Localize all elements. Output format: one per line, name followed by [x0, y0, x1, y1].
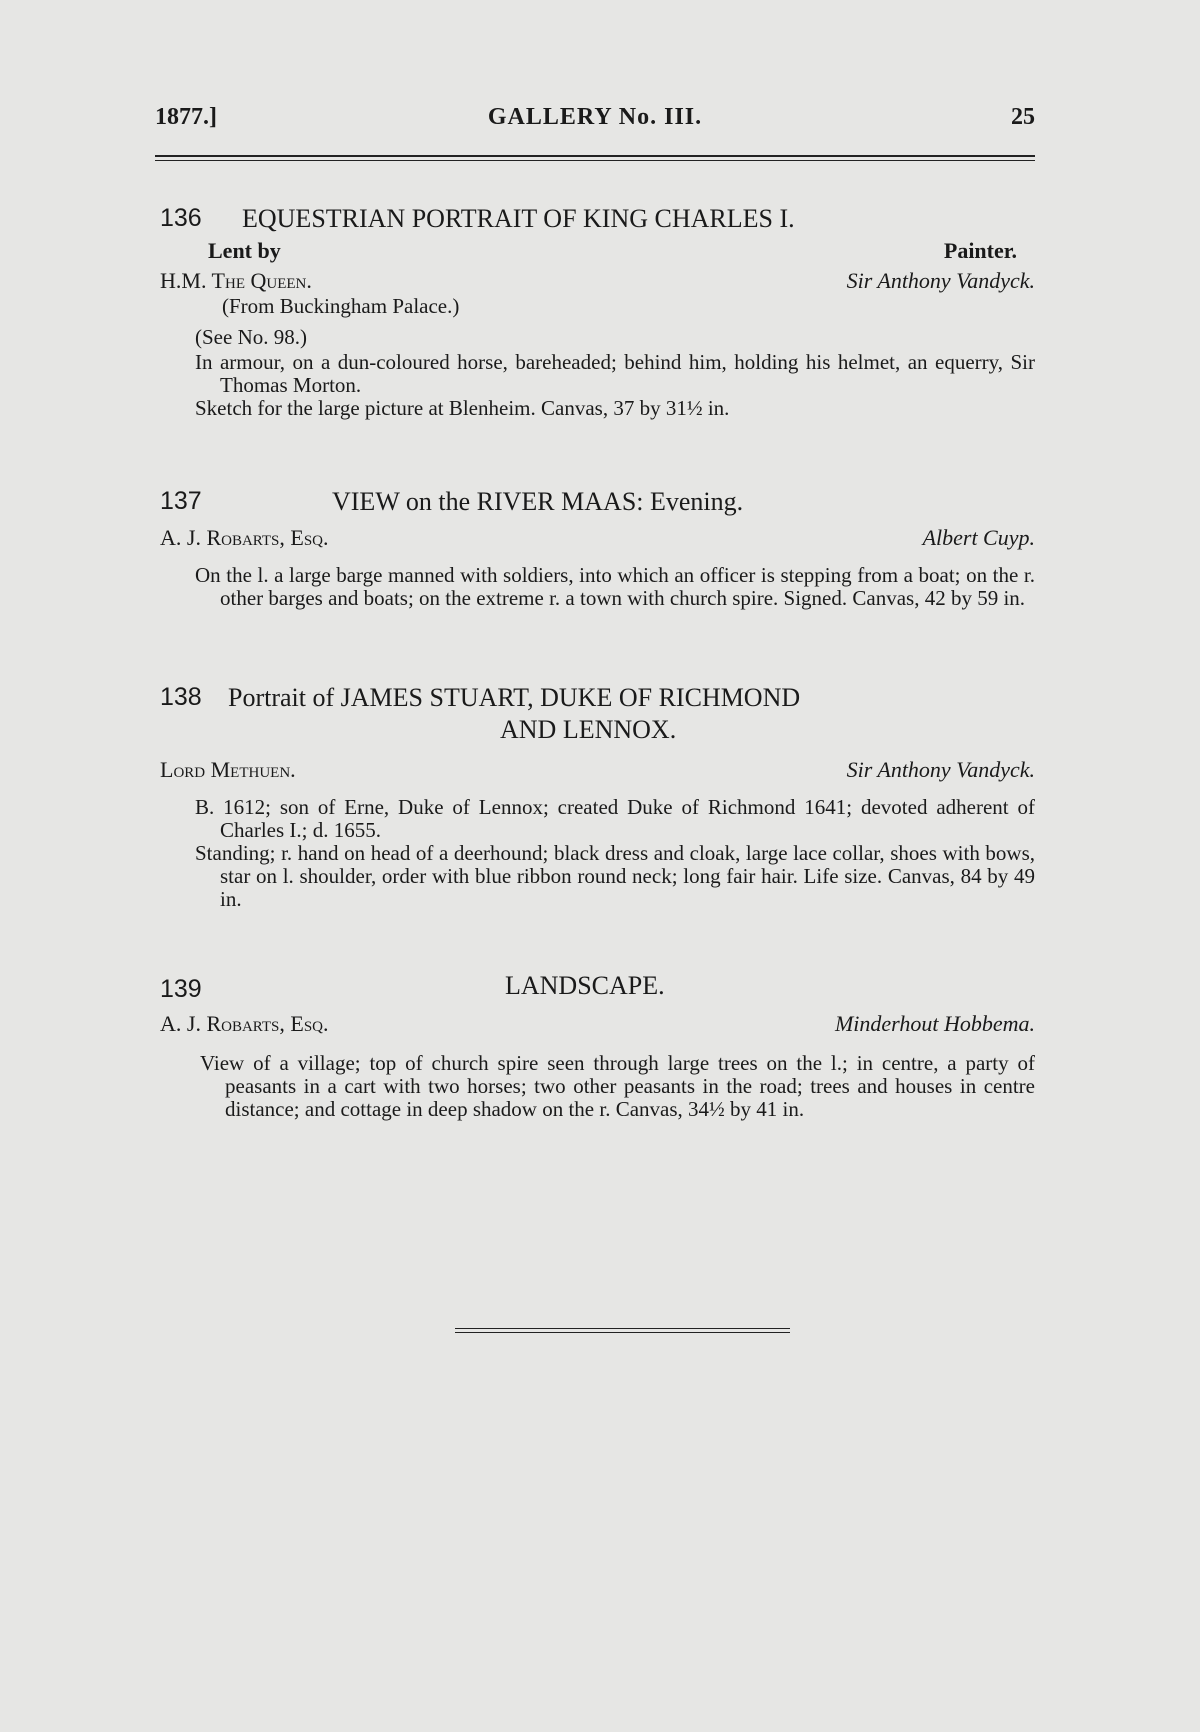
catalogue-entry-137 — [160, 487, 1035, 610]
header-rule-top — [155, 155, 1035, 157]
entry-title: EQUESTRIAN PORTRAIT OF KING CHARLES I. — [242, 204, 795, 233]
entry-title-line-1: Portrait of JAMES STUART, DUKE OF RICHMOND — [228, 683, 801, 712]
entry-title-line-2: AND LENNOX. — [500, 715, 677, 744]
painter: Sir Anthony Vandyck. — [846, 757, 1035, 782]
description-paragraph: Sketch for the large picture at Blenheim. Canvas, 37 by 31½ in. — [195, 396, 730, 420]
entry-heading — [160, 971, 1035, 1008]
lender-painter-line — [160, 758, 1035, 784]
catalogue-entry-138 — [160, 683, 1035, 911]
entry-description — [160, 351, 1035, 420]
entry-heading — [160, 204, 1035, 237]
description-paragraph: On the l. a large barge manned with soldiers, into which an officer is stepping from a boat; on the r. other barges and boats; on the extreme r. a town with church spire. Signed. Canvas, 42 by 59 in. — [195, 563, 1035, 610]
painter: Sir Anthony Vandyck. — [846, 268, 1035, 293]
lender: H.M. The Queen. — [160, 268, 312, 293]
entry-heading — [160, 487, 1035, 520]
column-labels — [160, 239, 1035, 265]
description-paragraph: Standing; r. hand on head of a deerhound; black dress and cloak, large lace collar, shoes with bows, star on l. shoulder, order with blue ribbon round neck; long fair hair. Life size. Canvas, 84 by 49 in. — [195, 841, 1035, 911]
painter: Minderhout Hobbema. — [834, 1011, 1035, 1036]
entry-number: 139 — [160, 975, 202, 1003]
page-header — [155, 104, 1035, 144]
entry-title: VIEW on the RIVER MAAS: Evening. — [332, 487, 744, 516]
painter: Albert Cuyp. — [922, 525, 1035, 550]
entry-title: LANDSCAPE. — [505, 971, 665, 1000]
entry-number: 136 — [160, 204, 202, 232]
end-rule — [455, 1328, 790, 1333]
description-paragraph: B. 1612; son of Erne, Duke of Lennox; created Duke of Richmond 1641; devoted adherent of Charles I.; d. 1655. — [195, 795, 1035, 842]
lender: Lord Methuen. — [160, 757, 296, 782]
entry-heading-continued — [160, 715, 1035, 748]
painter-label: Painter. — [943, 238, 1017, 263]
header-title: GALLERY No. III. — [487, 104, 703, 130]
see-reference: (See No. 98.) — [195, 325, 307, 349]
header-rule-bottom — [155, 160, 1035, 161]
entry-description — [160, 1052, 1035, 1121]
catalogue-entry-136 — [160, 204, 1035, 420]
lender-painter-line — [160, 1012, 1035, 1038]
entry-description — [160, 796, 1035, 911]
lender: A. J. Robarts, Esq. — [160, 525, 329, 550]
description-paragraph: View of a village; top of church spire seen through large trees on the l.; in centre, a party of peasants in a cart with two horses; two other peasants in the road; trees and houses in centre distance; and cottage in deep shadow on the r. Canvas, 34½ by 41 in. — [200, 1051, 1035, 1121]
lender-painter-line — [160, 526, 1035, 552]
entry-number: 138 — [160, 683, 202, 711]
description-paragraph: In armour, on a dun-coloured horse, bareheaded; behind him, holding his helmet, an equerry, Sir Thomas Morton. — [195, 350, 1035, 397]
lender-painter-line — [160, 269, 1035, 295]
page-number: 25 — [1011, 104, 1035, 130]
lent-by-label: Lent by — [208, 238, 281, 263]
entry-number: 137 — [160, 487, 202, 515]
header-year: 1877.] — [155, 104, 217, 130]
provenance: (From Buckingham Palace.) — [222, 294, 460, 318]
entry-description — [160, 564, 1035, 610]
catalogue-entry-139 — [160, 971, 1035, 1121]
entry-heading — [160, 683, 1035, 716]
lender: A. J. Robarts, Esq. — [160, 1011, 329, 1036]
